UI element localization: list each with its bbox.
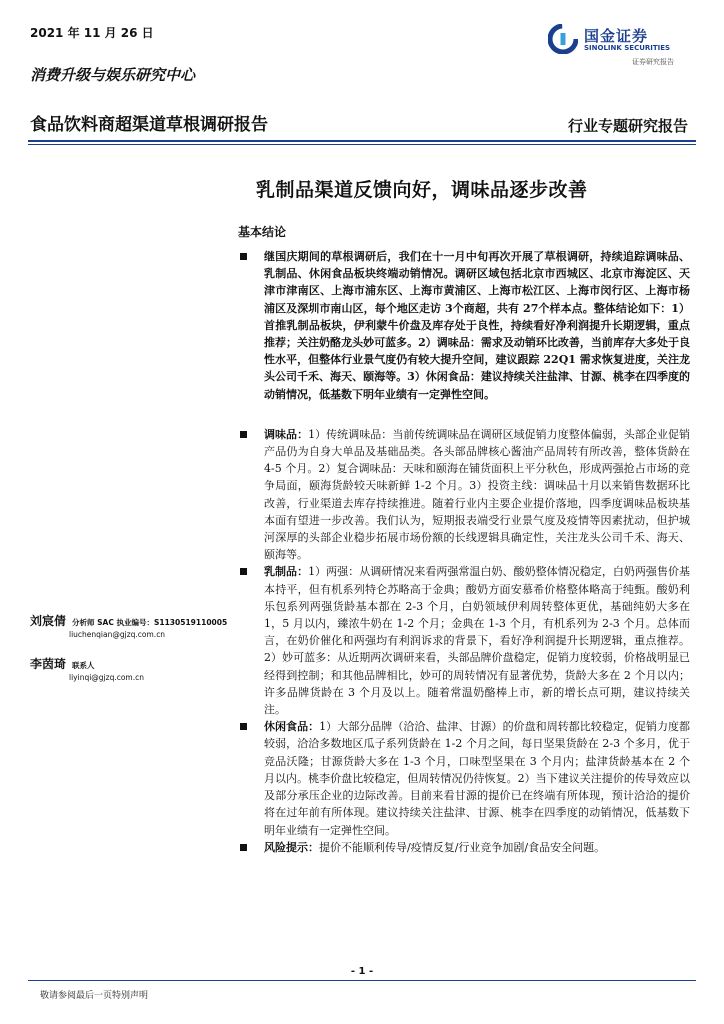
headline: 乳制品渠道反馈向好，调味品逐步改善 xyxy=(256,179,588,201)
analyst-role: 分析师 SAC 执业编号：S1130519110005 xyxy=(72,618,228,627)
analyst-card xyxy=(30,612,226,639)
conclusion-list xyxy=(238,248,690,856)
bullet-dairy xyxy=(238,563,690,718)
bullet-summary xyxy=(238,248,690,403)
bullet-label: 休闲食品： xyxy=(264,720,320,734)
header-divider xyxy=(28,140,696,142)
bullet-label: 调味品： xyxy=(264,427,309,441)
report-title: 食品饮料商超渠道草根调研报告 xyxy=(30,115,268,135)
analyst-email[interactable]: liyinqi@gjzq.com.cn xyxy=(69,673,144,682)
page-number: - 1 - xyxy=(350,966,374,977)
analyst-email[interactable]: liuchenqian@gjzq.com.cn xyxy=(69,630,166,639)
analyst-card xyxy=(30,655,226,682)
bullet-text: 提价不能顺利传导/疫情反复/行业竞争加剧/食品安全问题。 xyxy=(319,840,606,854)
analyst-sidebar xyxy=(30,612,226,698)
bullet-square-icon xyxy=(240,253,247,260)
bullet-label: 风险提示： xyxy=(264,840,319,854)
footer-disclaimer: 敬请参阅最后一页特别声明 xyxy=(40,991,149,1001)
footer-divider xyxy=(28,980,696,981)
report-date: 2021 年 11 月 26 日 xyxy=(30,26,154,40)
header-divider-thin xyxy=(28,144,696,145)
logo-name-cn: 国金证券 xyxy=(584,27,649,45)
bullet-risk xyxy=(238,839,690,856)
department-name: 消费升级与娱乐研究中心 xyxy=(30,66,196,84)
bullet-text: 继国庆期间的草根调研后，我们在十一月中旬再次开展了草根调研，持续追踪调味品、乳制品、休闲食品板块终端动销情况。调研区域包括北京市西城区、北京市海淀区、天津市津南区、上海市浦东区、上海市黄浦区、上海市松江区、上海市闵行区、上海市杨浦区及深圳市南山区，每个地区走访 3个商超，共有 27个样本点。整体结论如下：1）首推乳制品板块，伊利蒙牛价盘及库存处于良性，持续看好净利润提升长期逻辑，重点推荐；关注奶酪龙头妙可蓝多。2）调味品：需求及动销环比改善，当前库存大多处于良性水平，但整体行业景气度仍有较大提升空间，建议跟踪 22Q1 需求恢复进度，关注龙头公司千禾、海天、颐海等。3）休闲食品：建议持续关注盐津、甘源、桃李在四季度的动销情况，低基数下明年业绩有一定弹性空间。 xyxy=(264,250,690,401)
logo-name-en: SINOLINK SECURITIES xyxy=(584,44,671,52)
bullet-seasoning xyxy=(238,426,690,564)
bullet-square-icon xyxy=(240,568,247,575)
bullet-label: 乳制品： xyxy=(264,565,309,579)
bullet-snacks xyxy=(238,718,690,838)
analyst-role: 联系人 xyxy=(72,661,95,670)
bullet-text: 1）两强：从调研情况来看两强常温白奶、酸奶整体情况稳定，白奶两强售价基本持平，但有机系列特仑苏略高于金典；酸奶方面安慕希价格整体略高于纯甄。酸奶利乐包系列两强货龄基本都在 2-3 个月，白奶领域伊利周转整体更优，基础纯奶大多在 1，5 月以内，臻浓牛奶在 1-2 个月；金典在 1-3 个月，有机系列为 2-3 个月。总体而言，在奶价催化和两强均有利润诉求的背景下，看好净利润提升长期逻辑，重点推荐。2）妙可蓝多：从近期两次调研来看，头部品牌价盘稳定，促销力度较弱，价格战明显已经得到控制；和其他品牌相比，妙可的周转情况有显著优势，货龄大多在 2 个月以内；许多品牌货龄在 3 个月及以上。随着常温奶酪棒上市，新的增长点可期，建议持续关注。 xyxy=(264,565,691,717)
bullet-square-icon xyxy=(240,431,247,438)
report-type: 行业专题研究报告 xyxy=(567,117,688,135)
logo-mark-icon xyxy=(548,24,578,54)
logo-subtitle: 证券研究报告 xyxy=(632,58,674,66)
bullet-square-icon xyxy=(240,723,247,730)
company-logo xyxy=(548,24,698,70)
analyst-name: 李茵琦 xyxy=(30,657,67,671)
section-title: 基本结论 xyxy=(238,225,287,239)
bullet-text: 1）传统调味品：当前传统调味品在调研区域促销力度整体偏弱，头部企业促销产品仍为自身大单品及基础品类。各头部品牌核心酱油产品周转有所改善，整体货龄在 4-5 个月。2）复合调味品：天味和颐海在铺货面积上平分秋色，形成两强抢占市场的竞争局面，颐海货龄较天味新鲜 1-2 个月。3）投资主线：调味品十月以来销售数据环比改善，行业渠道去库存持续推进。随着行业内主要企业提价落地，四季度调味品板块基本面有望进一步改善。我们认为，短期报表端受行业景气度及疫情等因素扰动，但护城河深厚的头部企业稳步拓展市场份额的长线逻辑具确定性，关注龙头公司千禾、海天、颐海等。 xyxy=(264,427,691,562)
bullet-text: 1）大部分品牌（洽洽、盐津、甘源）的价盘和周转都比较稳定，促销力度都较弱，洽洽多数地区瓜子系列货龄在 1-2 个月之间，每日坚果货龄在 2-3 个多月，优于竞品沃隆；甘源货龄大多在 1-3 个月，口味型坚果在 3 个月内；盐津货龄基本在 2 个月以内。桃李价盘比较稳定，但周转情况仍待恢复。2）当下建议关注提价的传导效应以及部分承压企业的边际改善。目前来看甘源的提价已在终端有所体现，预计洽洽的提价将在过年前有所体现。建议持续关注盐津、甘源、桃李在四季度的动销情况，低基数下明年业绩有一定弹性空间。 xyxy=(264,720,691,837)
analyst-name: 刘宸倩 xyxy=(30,614,67,628)
bullet-square-icon xyxy=(240,844,247,851)
